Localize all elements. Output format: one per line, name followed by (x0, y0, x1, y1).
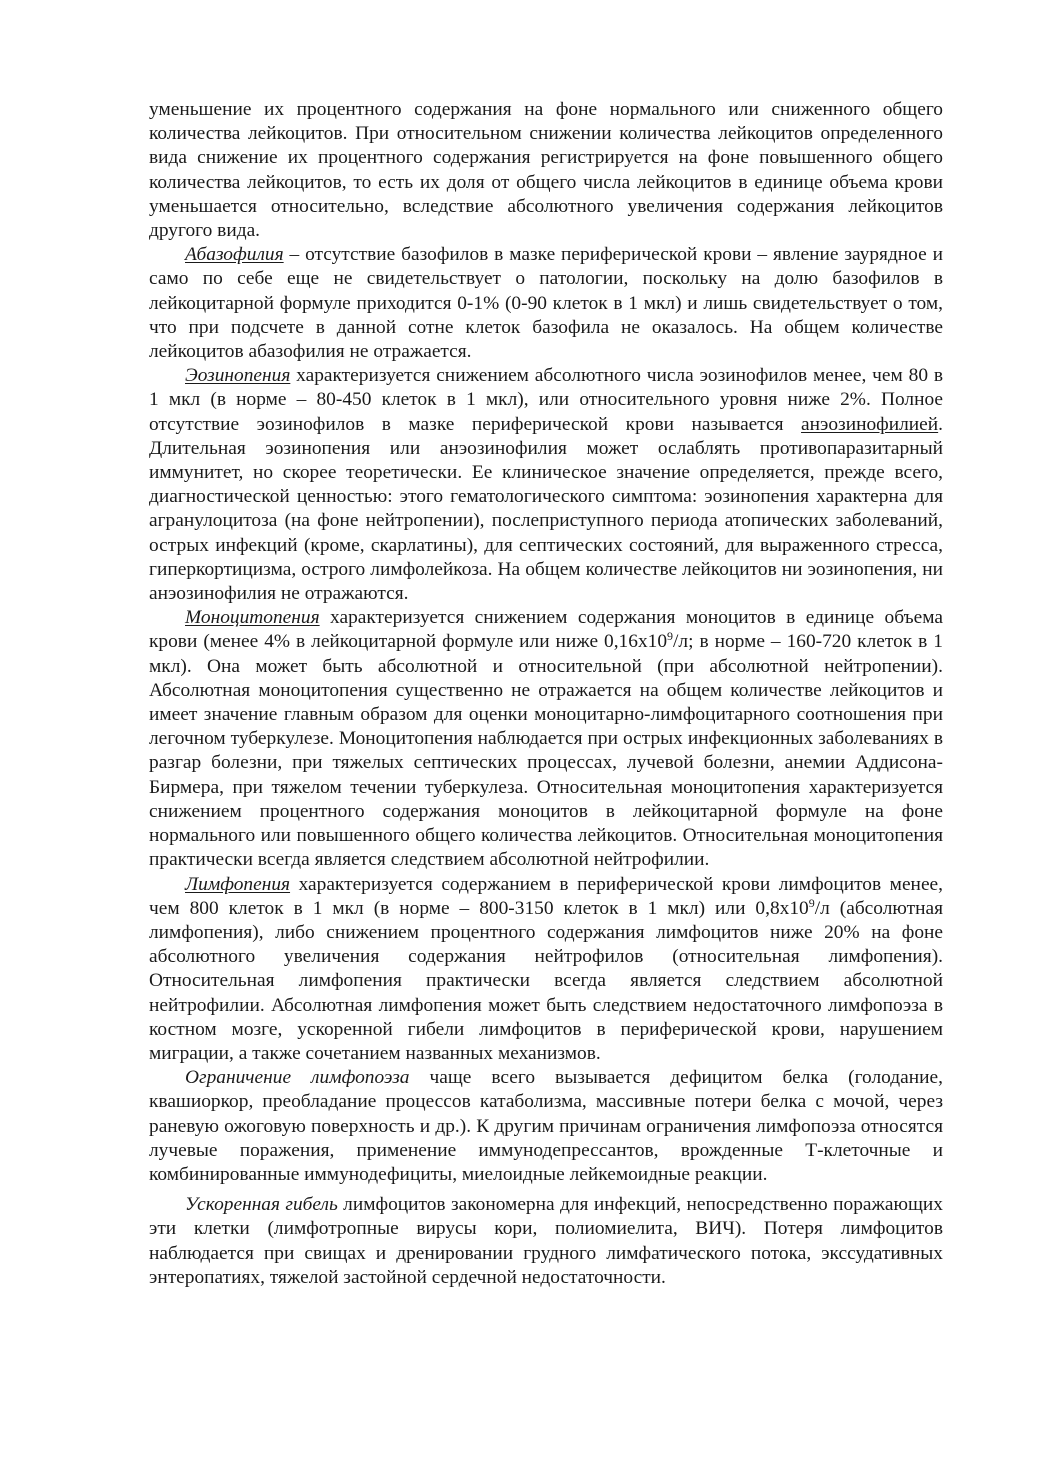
paragraph-text: характеризуется снижением абсолютного числа эозинофилов менее, чем 80 в 1 мкл (в норме – 80-450 клеток в 1 мкл), или относительного уровня ниже 2%. Полное отсутствие эозинофилов в мазке периферической крови называется (149, 365, 943, 435)
term-aneosinophilia: анэозинофилией (801, 413, 939, 435)
superscript-exponent: 9 (667, 629, 674, 644)
document-page (149, 98, 943, 1290)
paragraph-abasophilia (149, 243, 943, 364)
paragraph-text: уменьшение их процентного содержания на фоне нормального или сниженного общего количества лейкоцитов. При относительном снижении количества лейкоцитов определенного вида снижение их процентного содержания регистрируется на фоне повышенного общего количества лейкоцитов, то есть их доля от общего числа лейкоцитов в единице объема крови уменьшается относительно, вследствие абсолютного увеличения содержания лейкоцитов другого вида. (149, 99, 943, 242)
superscript-exponent: 9 (808, 895, 815, 910)
term-lymphopenia: Лимфопения (185, 873, 291, 895)
paragraph-text: /л (абсолютная лимфопения), либо снижением процентного содержания лимфоцитов ниже 20% на фоне абсолютного увеличения содержания нейтрофилов (относительная лимфопения). Относительная лимфопения практически всегда является следствием абсолютной нейтрофилии. Абсолютная лимфопения может быть следствием недостаточного лимфопоэза в костном мозге, ускоренной гибели лимфоцитов в периферической крови, нарушением миграции, а также сочетанием названных механизмов. (149, 897, 944, 1064)
paragraph-text: характеризуется снижением содержания моноцитов в единице объема крови (менее 4% в лейкоцитарной формуле или ниже 0,16х10 (149, 607, 943, 653)
paragraph-text: – отсутствие базофилов в мазке периферической крови – явление заурядное и само по себе еще не свидетельствует о патологии, поскольку на долю базофилов в лейкоцитарной формуле приходится 0-1% (0-90 клеток в 1 мкл) и лишь свидетельствует о том, что при подсчете в данной сотне клеток базофила не оказалось. На общем количестве лейкоцитов абазофилия не отражается. (149, 244, 943, 363)
term-abasophilia: Абазофилия (185, 244, 284, 266)
paragraph-lymphopoiesis (149, 1066, 943, 1187)
paragraph-text: чаще всего вызывается дефицитом белка (голодание, квашиоркор, преобладание процессов катаболизма, массивные потери белка с мочой, через раневую ожоговую поверхность и др.). К другим причинам ограничения лимфопоэза относятся лучевые поражения, применение иммунодепрессантов, врожденные Т-клеточные и комбинированные иммунодефициты, миелоидные лейкемоидные реакции. (149, 1067, 943, 1185)
paragraph-intro (149, 98, 943, 243)
term-accelerated-death: Ускоренная гибель (185, 1194, 338, 1216)
term-monocytopenia: Моноцитопения (185, 607, 320, 629)
term-lymphopoiesis-limitation: Ограничение лимфопоэза (185, 1067, 410, 1089)
paragraph-monocytopenia (149, 606, 943, 872)
paragraph-text: . Длительная эозинопения или анэозинофилия может ослаблять противопаразитарный иммунитет, но скорее теоретически. Ее клиническое значение определяется, прежде всего, диагностической ценностью: этого гематологического симптома: эозинопения характерна для агранулоцитоза (на фоне нейтропении), послеприступного периода атопических заболеваний, острых инфекций (кроме, скарлатины), для септических состояний, для выраженного стресса, гиперкортицизма, острого лимфолейкоза. На общем количестве лейкоцитов ни эозинопения, ни анэозинофилия не отражаются. (149, 413, 943, 605)
paragraph-lymphopenia (149, 873, 943, 1067)
paragraph-eosinopenia (149, 364, 943, 606)
term-eosinopenia: Эозинопения (185, 365, 291, 387)
paragraph-text: характеризуется содержанием в периферической крови лимфоцитов менее, чем 800 клеток в 1 мкл (в норме – 800-3150 клеток в 1 мкл) или 0,8х10 (149, 873, 943, 919)
paragraph-text: /л; в норме – 160-720 клеток в 1 мкл). Она может быть абсолютной и относительной (при абсолютной нейтропении). Абсолютная моноцитопения существенно не отражается на общем количестве лейкоцитов и имеет значение главным образом для оценки моноцитарно-лимфоцитарного соотношения при легочном туберкулезе. Моноцитопения наблюдается при острых инфекционных заболеваниях в разгар болезни, при тяжелых септических процессах, лучевой болезни, анемии Аддисона-Бирмера, при тяжелом течении туберкулеза. Относительная моноцитопения характеризуется снижением процентного содержания моноцитов в лейкоцитарной формуле на фоне нормального или повышенного общего количества лейкоцитов. Относительная моноцитопения практически всегда является следствием абсолютной нейтрофилии. (149, 631, 943, 871)
paragraph-text: лимфоцитов закономерна для инфекций, непосредственно поражающих эти клетки (лимфотропные вирусы кори, полиомиелита, ВИЧ). Потеря лимфоцитов наблюдается при свищах и дренировании грудного лимфатического потока, экссудативных энтеропатиях, тяжелой застойной сердечной недостаточности. (149, 1194, 943, 1288)
paragraph-accelerated-death (149, 1193, 943, 1290)
